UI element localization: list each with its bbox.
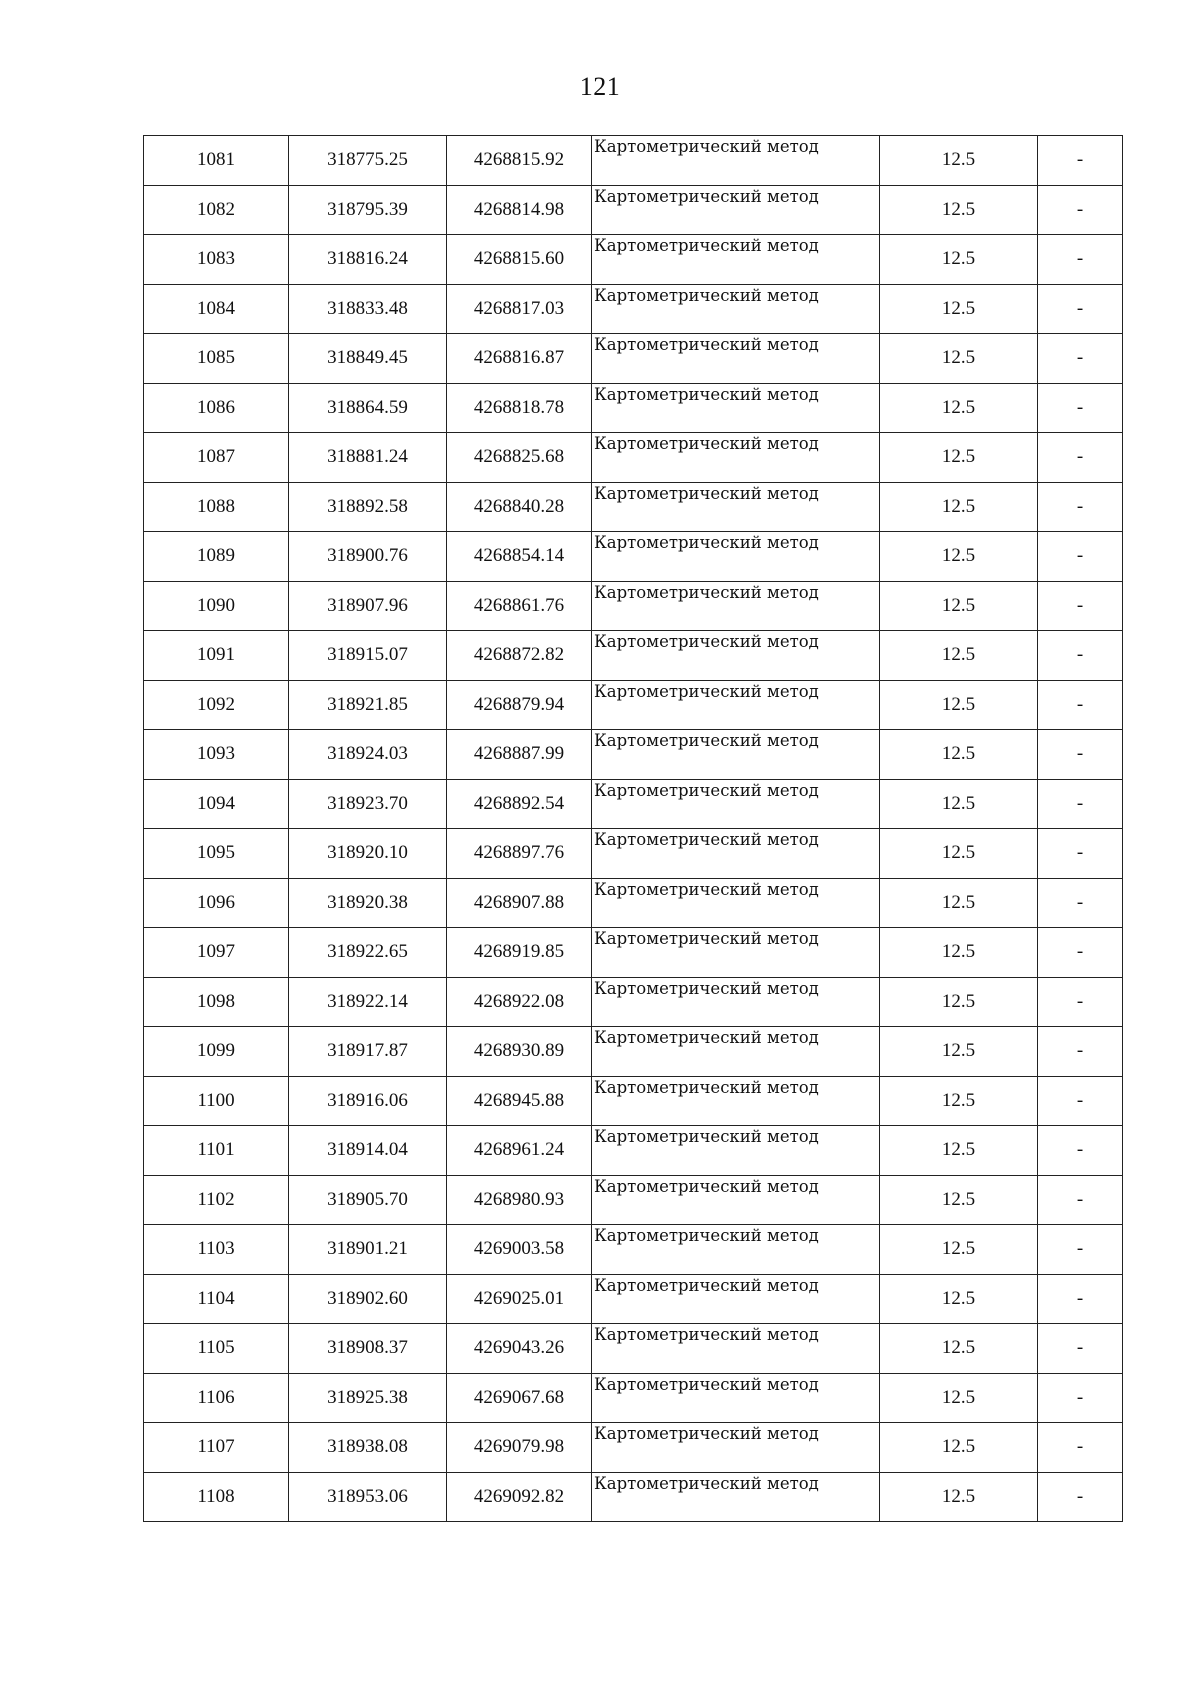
- table-row: [144, 1225, 1123, 1275]
- accuracy-cell: 12.5: [880, 482, 1038, 532]
- method-cell: Картометрический метод: [592, 334, 880, 384]
- method-cell: Картометрический метод: [592, 977, 880, 1027]
- table-row: [144, 1027, 1123, 1077]
- y-coordinate-cell: 4268854.14: [447, 532, 592, 582]
- accuracy-cell: 12.5: [880, 532, 1038, 582]
- page-number: 121: [579, 72, 621, 101]
- note-cell: -: [1038, 1225, 1123, 1275]
- table-row: [144, 1126, 1123, 1176]
- table-row: [144, 284, 1123, 334]
- method-cell: Картометрический метод: [592, 1225, 880, 1275]
- method-cell: Картометрический метод: [592, 1274, 880, 1324]
- accuracy-cell: 12.5: [880, 1175, 1038, 1225]
- method-cell: Картометрический метод: [592, 532, 880, 582]
- x-coordinate-cell: 318916.06: [289, 1076, 447, 1126]
- coordinates-table: [143, 135, 1123, 1522]
- note-cell: -: [1038, 1076, 1123, 1126]
- accuracy-cell: 12.5: [880, 631, 1038, 681]
- note-cell: -: [1038, 1126, 1123, 1176]
- x-coordinate-cell: 318923.70: [289, 779, 447, 829]
- note-cell: -: [1038, 532, 1123, 582]
- method-cell: Картометрический метод: [592, 1472, 880, 1522]
- note-cell: -: [1038, 1472, 1123, 1522]
- point-number-cell: 1102: [144, 1175, 289, 1225]
- accuracy-cell: 12.5: [880, 680, 1038, 730]
- note-cell: -: [1038, 977, 1123, 1027]
- note-cell: -: [1038, 1324, 1123, 1374]
- point-number-cell: 1096: [144, 878, 289, 928]
- point-number-cell: 1100: [144, 1076, 289, 1126]
- x-coordinate-cell: 318816.24: [289, 235, 447, 285]
- point-number-cell: 1095: [144, 829, 289, 879]
- note-cell: -: [1038, 284, 1123, 334]
- y-coordinate-cell: 4268887.99: [447, 730, 592, 780]
- table-row: [144, 977, 1123, 1027]
- note-cell: -: [1038, 334, 1123, 384]
- method-cell: Картометрический метод: [592, 235, 880, 285]
- method-cell: Картометрический метод: [592, 680, 880, 730]
- accuracy-cell: 12.5: [880, 1274, 1038, 1324]
- x-coordinate-cell: 318917.87: [289, 1027, 447, 1077]
- point-number-cell: 1085: [144, 334, 289, 384]
- point-number-cell: 1087: [144, 433, 289, 483]
- table-row: [144, 1423, 1123, 1473]
- x-coordinate-cell: 318907.96: [289, 581, 447, 631]
- point-number-cell: 1086: [144, 383, 289, 433]
- y-coordinate-cell: 4268825.68: [447, 433, 592, 483]
- note-cell: -: [1038, 1423, 1123, 1473]
- method-cell: Картометрический метод: [592, 1027, 880, 1077]
- method-cell: Картометрический метод: [592, 482, 880, 532]
- y-coordinate-cell: 4269067.68: [447, 1373, 592, 1423]
- point-number-cell: 1082: [144, 185, 289, 235]
- x-coordinate-cell: 318833.48: [289, 284, 447, 334]
- accuracy-cell: 12.5: [880, 235, 1038, 285]
- accuracy-cell: 12.5: [880, 581, 1038, 631]
- note-cell: -: [1038, 1373, 1123, 1423]
- table-row: [144, 482, 1123, 532]
- point-number-cell: 1089: [144, 532, 289, 582]
- table-row: [144, 928, 1123, 978]
- point-number-cell: 1092: [144, 680, 289, 730]
- y-coordinate-cell: 4268897.76: [447, 829, 592, 879]
- table-row: [144, 779, 1123, 829]
- accuracy-cell: 12.5: [880, 779, 1038, 829]
- accuracy-cell: 12.5: [880, 1076, 1038, 1126]
- note-cell: -: [1038, 829, 1123, 879]
- accuracy-cell: 12.5: [880, 185, 1038, 235]
- y-coordinate-cell: 4268840.28: [447, 482, 592, 532]
- accuracy-cell: 12.5: [880, 334, 1038, 384]
- note-cell: -: [1038, 482, 1123, 532]
- method-cell: Картометрический метод: [592, 383, 880, 433]
- x-coordinate-cell: 318925.38: [289, 1373, 447, 1423]
- x-coordinate-cell: 318914.04: [289, 1126, 447, 1176]
- accuracy-cell: 12.5: [880, 1423, 1038, 1473]
- method-cell: Картометрический метод: [592, 779, 880, 829]
- table-row: [144, 1076, 1123, 1126]
- method-cell: Картометрический метод: [592, 928, 880, 978]
- method-cell: Картометрический метод: [592, 1076, 880, 1126]
- y-coordinate-cell: 4268892.54: [447, 779, 592, 829]
- accuracy-cell: 12.5: [880, 730, 1038, 780]
- accuracy-cell: 12.5: [880, 928, 1038, 978]
- x-coordinate-cell: 318920.38: [289, 878, 447, 928]
- table-row: [144, 334, 1123, 384]
- method-cell: Картометрический метод: [592, 581, 880, 631]
- note-cell: -: [1038, 680, 1123, 730]
- x-coordinate-cell: 318920.10: [289, 829, 447, 879]
- y-coordinate-cell: 4268980.93: [447, 1175, 592, 1225]
- x-coordinate-cell: 318922.14: [289, 977, 447, 1027]
- point-number-cell: 1099: [144, 1027, 289, 1077]
- accuracy-cell: 12.5: [880, 433, 1038, 483]
- y-coordinate-cell: 4268816.87: [447, 334, 592, 384]
- x-coordinate-cell: 318924.03: [289, 730, 447, 780]
- point-number-cell: 1094: [144, 779, 289, 829]
- x-coordinate-cell: 318908.37: [289, 1324, 447, 1374]
- y-coordinate-cell: 4268930.89: [447, 1027, 592, 1077]
- note-cell: -: [1038, 730, 1123, 780]
- x-coordinate-cell: 318881.24: [289, 433, 447, 483]
- accuracy-cell: 12.5: [880, 1126, 1038, 1176]
- note-cell: -: [1038, 631, 1123, 681]
- point-number-cell: 1105: [144, 1324, 289, 1374]
- accuracy-cell: 12.5: [880, 1027, 1038, 1077]
- y-coordinate-cell: 4269043.26: [447, 1324, 592, 1374]
- method-cell: Картометрический метод: [592, 1175, 880, 1225]
- y-coordinate-cell: 4268872.82: [447, 631, 592, 681]
- table-row: [144, 136, 1123, 186]
- x-coordinate-cell: 318901.21: [289, 1225, 447, 1275]
- y-coordinate-cell: 4268817.03: [447, 284, 592, 334]
- method-cell: Картометрический метод: [592, 829, 880, 879]
- x-coordinate-cell: 318892.58: [289, 482, 447, 532]
- accuracy-cell: 12.5: [880, 829, 1038, 879]
- accuracy-cell: 12.5: [880, 383, 1038, 433]
- note-cell: -: [1038, 433, 1123, 483]
- y-coordinate-cell: 4268922.08: [447, 977, 592, 1027]
- table-row: [144, 185, 1123, 235]
- x-coordinate-cell: 318953.06: [289, 1472, 447, 1522]
- table-row: [144, 1324, 1123, 1374]
- y-coordinate-cell: 4268961.24: [447, 1126, 592, 1176]
- table-row: [144, 1175, 1123, 1225]
- x-coordinate-cell: 318915.07: [289, 631, 447, 681]
- method-cell: Картометрический метод: [592, 878, 880, 928]
- y-coordinate-cell: 4268919.85: [447, 928, 592, 978]
- x-coordinate-cell: 318922.65: [289, 928, 447, 978]
- y-coordinate-cell: 4269092.82: [447, 1472, 592, 1522]
- note-cell: -: [1038, 1175, 1123, 1225]
- table-row: [144, 433, 1123, 483]
- accuracy-cell: 12.5: [880, 1225, 1038, 1275]
- point-number-cell: 1093: [144, 730, 289, 780]
- y-coordinate-cell: 4269025.01: [447, 1274, 592, 1324]
- point-number-cell: 1091: [144, 631, 289, 681]
- coordinates-table-body: [144, 136, 1123, 1522]
- note-cell: -: [1038, 878, 1123, 928]
- x-coordinate-cell: 318900.76: [289, 532, 447, 582]
- table-row: [144, 581, 1123, 631]
- x-coordinate-cell: 318938.08: [289, 1423, 447, 1473]
- note-cell: -: [1038, 779, 1123, 829]
- y-coordinate-cell: 4269003.58: [447, 1225, 592, 1275]
- method-cell: Картометрический метод: [592, 1423, 880, 1473]
- table-row: [144, 680, 1123, 730]
- y-coordinate-cell: 4269079.98: [447, 1423, 592, 1473]
- x-coordinate-cell: 318849.45: [289, 334, 447, 384]
- y-coordinate-cell: 4268907.88: [447, 878, 592, 928]
- y-coordinate-cell: 4268815.60: [447, 235, 592, 285]
- note-cell: -: [1038, 1274, 1123, 1324]
- table-row: [144, 1274, 1123, 1324]
- y-coordinate-cell: 4268879.94: [447, 680, 592, 730]
- table-row: [144, 730, 1123, 780]
- method-cell: Картометрический метод: [592, 433, 880, 483]
- y-coordinate-cell: 4268815.92: [447, 136, 592, 186]
- accuracy-cell: 12.5: [880, 878, 1038, 928]
- note-cell: -: [1038, 581, 1123, 631]
- accuracy-cell: 12.5: [880, 1324, 1038, 1374]
- point-number-cell: 1084: [144, 284, 289, 334]
- x-coordinate-cell: 318905.70: [289, 1175, 447, 1225]
- y-coordinate-cell: 4268814.98: [447, 185, 592, 235]
- table-row: [144, 383, 1123, 433]
- table-row: [144, 631, 1123, 681]
- note-cell: -: [1038, 1027, 1123, 1077]
- method-cell: Картометрический метод: [592, 1126, 880, 1176]
- point-number-cell: 1108: [144, 1472, 289, 1522]
- note-cell: -: [1038, 136, 1123, 186]
- method-cell: Картометрический метод: [592, 284, 880, 334]
- table-row: [144, 235, 1123, 285]
- point-number-cell: 1097: [144, 928, 289, 978]
- note-cell: -: [1038, 185, 1123, 235]
- table-row: [144, 1373, 1123, 1423]
- y-coordinate-cell: 4268818.78: [447, 383, 592, 433]
- point-number-cell: 1103: [144, 1225, 289, 1275]
- note-cell: -: [1038, 928, 1123, 978]
- method-cell: Картометрический метод: [592, 185, 880, 235]
- note-cell: -: [1038, 235, 1123, 285]
- accuracy-cell: 12.5: [880, 1472, 1038, 1522]
- x-coordinate-cell: 318921.85: [289, 680, 447, 730]
- note-cell: -: [1038, 383, 1123, 433]
- point-number-cell: 1101: [144, 1126, 289, 1176]
- point-number-cell: 1104: [144, 1274, 289, 1324]
- accuracy-cell: 12.5: [880, 977, 1038, 1027]
- accuracy-cell: 12.5: [880, 284, 1038, 334]
- x-coordinate-cell: 318795.39: [289, 185, 447, 235]
- point-number-cell: 1090: [144, 581, 289, 631]
- accuracy-cell: 12.5: [880, 1373, 1038, 1423]
- point-number-cell: 1083: [144, 235, 289, 285]
- x-coordinate-cell: 318864.59: [289, 383, 447, 433]
- y-coordinate-cell: 4268861.76: [447, 581, 592, 631]
- method-cell: Картометрический метод: [592, 1324, 880, 1374]
- point-number-cell: 1107: [144, 1423, 289, 1473]
- point-number-cell: 1081: [144, 136, 289, 186]
- method-cell: Картометрический метод: [592, 730, 880, 780]
- method-cell: Картометрический метод: [592, 136, 880, 186]
- point-number-cell: 1106: [144, 1373, 289, 1423]
- point-number-cell: 1098: [144, 977, 289, 1027]
- accuracy-cell: 12.5: [880, 136, 1038, 186]
- table-row: [144, 878, 1123, 928]
- table-row: [144, 829, 1123, 879]
- method-cell: Картометрический метод: [592, 631, 880, 681]
- table-row: [144, 1472, 1123, 1522]
- method-cell: Картометрический метод: [592, 1373, 880, 1423]
- table-row: [144, 532, 1123, 582]
- y-coordinate-cell: 4268945.88: [447, 1076, 592, 1126]
- x-coordinate-cell: 318775.25: [289, 136, 447, 186]
- x-coordinate-cell: 318902.60: [289, 1274, 447, 1324]
- point-number-cell: 1088: [144, 482, 289, 532]
